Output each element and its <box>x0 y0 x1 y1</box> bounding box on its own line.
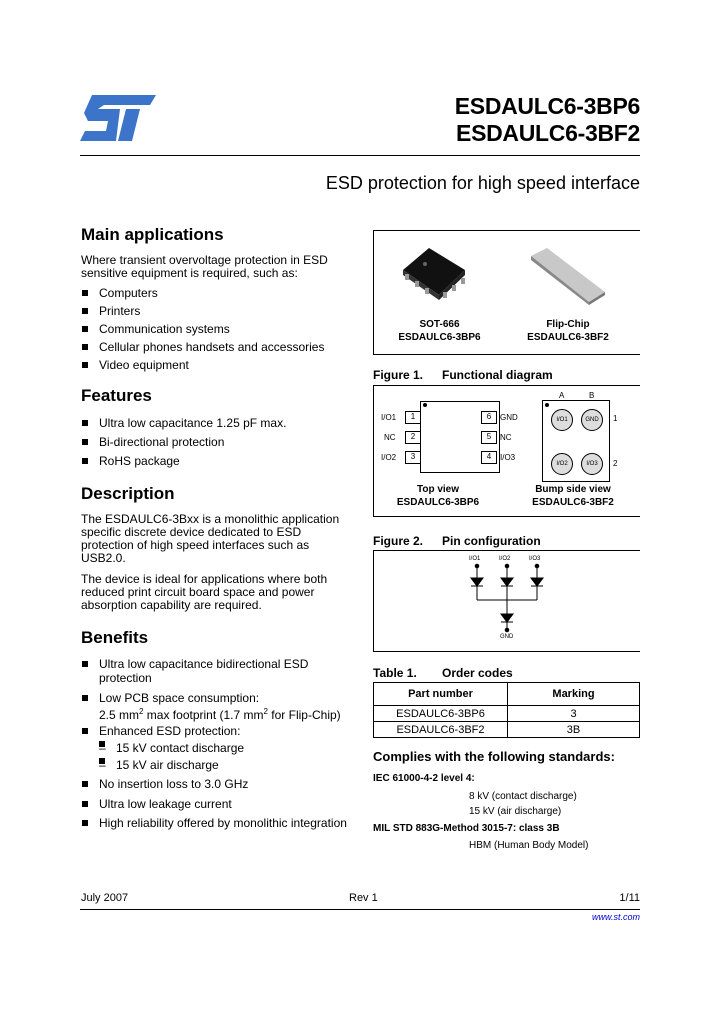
footer-page-number: 1/11 <box>619 892 640 904</box>
table-header-cell: Part number <box>374 683 508 706</box>
standard-2-item: HBM (Human Body Model) <box>469 840 589 851</box>
pin-config-label: I/O1 <box>469 556 481 562</box>
pin-number: 3 <box>405 451 421 464</box>
figure-2-title: Pin configuration <box>442 534 541 548</box>
benefit-item: No insertion loss to 3.0 GHz <box>99 777 249 791</box>
footer-revision: Rev 1 <box>349 892 378 904</box>
standards-heading: Complies with the following standards: <box>373 749 615 764</box>
description-line: absorption capability are required. <box>81 598 262 612</box>
standard-1-item: 15 kV (air discharge) <box>469 806 562 817</box>
title-rule <box>80 155 640 156</box>
pin-number: 4 <box>481 451 497 464</box>
benefit-item: Ultra low leakage current <box>99 797 232 811</box>
figure-2-number: Figure 2. <box>373 534 424 548</box>
table-cell: ESDAULC6-3BF2 <box>374 722 508 738</box>
top-view-part: ESDAULC6-3BP6 <box>396 497 480 508</box>
application-item: Computers <box>99 286 158 300</box>
main-applications-intro-1: Where transient overvoltage protection in ESD <box>81 253 328 267</box>
application-item: Communication systems <box>99 322 230 336</box>
document-title-1: ESDAULC6-3BP6 <box>454 93 640 119</box>
description-line: reduced print circuit board space and power <box>81 585 315 599</box>
standard-1-item: 8 kV (contact discharge) <box>469 791 577 802</box>
benefit-item: High reliability offered by monolithic integration <box>99 816 347 830</box>
footprint-text: 2.5 mm <box>99 708 140 722</box>
bump-view-label: Bump side view <box>535 484 611 495</box>
table-header-row <box>374 683 640 706</box>
table-cell: 3 <box>508 706 640 722</box>
pin-number: 5 <box>481 431 497 444</box>
benefit-item-cont <box>99 705 341 722</box>
description-line: specific discrete device dedicated to ESD <box>81 525 302 539</box>
document-title-2: ESDAULC6-3BF2 <box>456 120 640 146</box>
application-item: Video equipment <box>99 358 189 372</box>
description-line: The device is ideal for applications where both <box>81 572 328 586</box>
superscript: 2 <box>139 707 144 716</box>
features-heading: Features <box>81 386 152 405</box>
table-row <box>374 722 640 738</box>
table-header-cell: Marking <box>508 683 640 706</box>
pin-number: 1 <box>405 411 421 424</box>
a1-marker <box>545 403 549 407</box>
bump-a2: I/O2 <box>551 453 573 475</box>
application-item: Cellular phones handsets and accessories <box>99 340 325 354</box>
table-row <box>374 706 640 722</box>
table-cell: ESDAULC6-3BP6 <box>374 706 508 722</box>
description-line: USB2.0. <box>81 551 126 565</box>
pin-label: I/O2 <box>381 453 397 462</box>
bump-col-label: A <box>559 391 565 400</box>
bump-b2: I/O3 <box>581 453 603 475</box>
footprint-text: max footprint (1.7 mm <box>143 708 264 722</box>
sot666-package-image <box>395 240 470 305</box>
figure-1-title: Functional diagram <box>442 368 553 382</box>
top-view-label: Top view <box>416 484 460 495</box>
pin-label: GND <box>500 413 518 422</box>
document-subtitle: ESD protection for high speed interface <box>325 173 640 193</box>
pin-label: NC <box>500 433 512 442</box>
benefit-item-cont: protection <box>99 671 152 685</box>
main-applications-heading: Main applications <box>81 225 224 244</box>
pin-config-schematic <box>460 562 560 638</box>
feature-item: Bi-directional protection <box>99 435 225 449</box>
standard-2: MIL STD 883G-Method 3015-7: class 3B <box>373 823 560 834</box>
feature-item: RoHS package <box>99 454 180 468</box>
benefit-item: Ultra low capacitance bidirectional ESD <box>99 657 309 671</box>
application-item: Printers <box>99 304 141 318</box>
website-link[interactable]: www.st.com <box>591 912 640 922</box>
package-2-part: ESDAULC6-3BF2 <box>527 332 609 343</box>
bump-a1: I/O1 <box>551 409 573 431</box>
benefit-item: Enhanced ESD protection: <box>99 724 241 738</box>
feature-item: Ultra low capacitance 1.25 pF max. <box>99 416 287 430</box>
description-line: protection of high speed interfaces such as <box>81 538 310 552</box>
flipchip-package-image <box>527 244 607 306</box>
description-line: The ESDAULC6-3Bxx is a monolithic application <box>81 512 340 526</box>
pin-number: 6 <box>481 411 497 424</box>
package-1-part: ESDAULC6-3BP6 <box>398 332 481 343</box>
footer-date: July 2007 <box>81 892 129 904</box>
figure-1-number: Figure 1. <box>373 368 424 382</box>
pin-label: I/O3 <box>500 453 516 462</box>
description-heading: Description <box>81 484 175 503</box>
package-1-name: SOT-666 <box>419 319 460 330</box>
benefit-subitem: – 15 kV air discharge <box>116 758 219 772</box>
bump-b1: GND <box>581 409 603 431</box>
gnd-label: GND <box>500 634 514 640</box>
bump-col-label: B <box>589 391 595 400</box>
pin-label: NC <box>384 433 396 442</box>
pin1-marker <box>423 403 427 407</box>
bump-view-part: ESDAULC6-3BF2 <box>532 497 614 508</box>
pin-label: I/O1 <box>381 413 397 422</box>
table-1-title: Order codes <box>442 666 513 680</box>
main-applications-intro-2: sensitive equipment is required, such as: <box>81 266 298 280</box>
standard-1: IEC 61000-4-2 level 4: <box>373 773 475 784</box>
benefit-item: Low PCB space consumption: <box>99 691 260 705</box>
package-2-name: Flip-Chip <box>546 319 590 330</box>
bump-row-label: 2 <box>613 459 618 468</box>
footprint-text: for Flip-Chip) <box>267 708 341 722</box>
superscript: 2 <box>263 707 268 716</box>
table-1-number: Table 1. <box>373 666 417 680</box>
table-cell: 3B <box>508 722 640 738</box>
benefits-heading: Benefits <box>81 628 149 647</box>
st-logo <box>80 95 156 141</box>
bump-row-label: 1 <box>613 414 618 423</box>
pin-config-label: I/O3 <box>529 556 541 562</box>
footer-rule <box>80 909 640 910</box>
order-codes-table <box>373 682 640 738</box>
benefit-subitem: – 15 kV contact discharge <box>116 741 244 755</box>
pin-config-label: I/O2 <box>499 556 511 562</box>
pin-number: 2 <box>405 431 421 444</box>
